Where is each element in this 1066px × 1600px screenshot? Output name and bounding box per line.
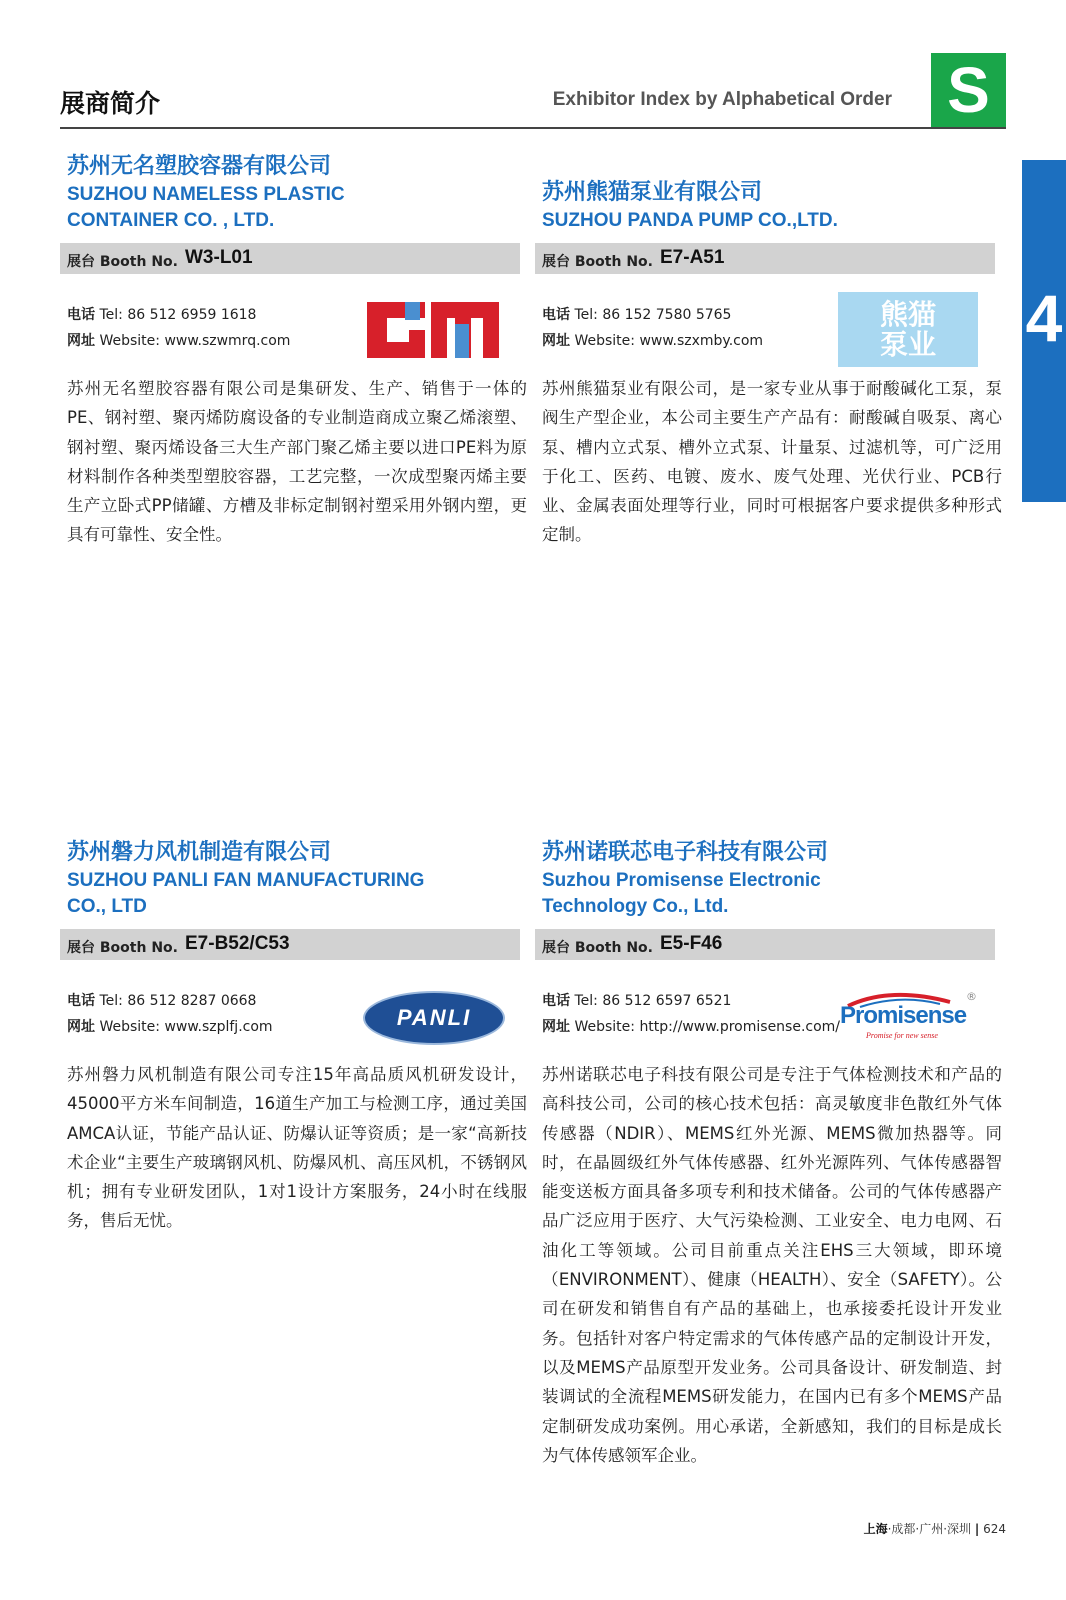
website-link[interactable]: www.szwmrq.com: [164, 333, 291, 349]
footer-separator: |: [974, 1522, 980, 1536]
website-line: 网址 Website: www.szplfj.com: [67, 1019, 273, 1035]
booth-bar: [535, 243, 995, 274]
website-line: 网址 Website: http://www.promisense.com/: [542, 1019, 841, 1035]
phone-number: 86 512 8287 0668: [127, 993, 257, 1009]
contact-info: [67, 302, 290, 354]
booth-number: W3-L01: [185, 247, 253, 268]
contact-info: [67, 988, 273, 1040]
section-number: 4: [1025, 281, 1063, 355]
company-name-cn: 苏州熊猫泵业有限公司: [542, 180, 763, 205]
phone-line: 电话 Tel: 86 152 7580 5765: [542, 307, 732, 323]
company-name-en: Technology Co., Ltd.: [542, 896, 729, 917]
logo-text: 熊猫: [879, 298, 936, 331]
booth-number: E7-B52/C53: [185, 933, 290, 954]
exhibitor-entry: [67, 152, 527, 552]
company-logo: [838, 292, 978, 367]
company-name-cn: 苏州无名塑胶容器有限公司: [67, 154, 332, 179]
phone-line: 电话 Tel: 86 512 6597 6521: [542, 993, 732, 1009]
booth-number: E7-A51: [660, 247, 725, 268]
website-line: 网址 Website: www.szwmrq.com: [67, 333, 291, 349]
phone-number: 86 152 7580 5765: [602, 307, 732, 323]
page-title: 展商简介: [60, 89, 161, 118]
company-name-cn: 苏州诺联芯电子科技有限公司: [542, 840, 829, 865]
company-logo: [840, 990, 978, 1042]
footer-city-main: 上海: [863, 1522, 888, 1536]
logo-tagline: Promise for new sense: [866, 1031, 938, 1040]
booth-bar: [60, 929, 520, 960]
website-link[interactable]: http://www.promisense.com/: [639, 1019, 841, 1035]
page-footer: [864, 1520, 1006, 1537]
booth-label: 展台 Booth No.: [67, 940, 178, 956]
booth-label: 展台 Booth No.: [542, 940, 653, 956]
website-line: 网址 Website: www.szxmby.com: [542, 333, 764, 349]
contact-info: [542, 988, 840, 1040]
company-logo: [367, 302, 499, 358]
index-title: Exhibitor Index by Alphabetical Order: [552, 89, 892, 110]
exhibitor-entry: [542, 838, 1002, 1498]
logo-text: Promisense: [840, 1002, 967, 1029]
booth-number: E5-F46: [660, 933, 723, 954]
contact-info: [542, 302, 763, 354]
booth-bar: [535, 929, 995, 960]
logo-text: PANLI: [396, 1005, 472, 1030]
company-name-en: SUZHOU NAMELESS PLASTIC: [67, 184, 345, 205]
website-link[interactable]: www.szplfj.com: [164, 1019, 273, 1035]
company-name-cn: 苏州磐力风机制造有限公司: [67, 840, 332, 865]
phone-number: 86 512 6959 1618: [127, 307, 257, 323]
company-name-en: CO., LTD: [67, 896, 147, 917]
phone-line: 电话 Tel: 86 512 6959 1618: [67, 307, 257, 323]
company-name-en: CONTAINER CO. , LTD.: [67, 210, 275, 231]
phone-line: 电话 Tel: 86 512 8287 0668: [67, 993, 257, 1009]
footer-cities: ·成都·广州·深圳: [887, 1522, 972, 1536]
section-side-tab: [1022, 160, 1066, 502]
booth-bar: [60, 243, 520, 274]
exhibitor-entry: [67, 838, 527, 1238]
phone-number: 86 512 6597 6521: [602, 993, 732, 1009]
website-link[interactable]: www.szxmby.com: [639, 333, 764, 349]
letter-badge: S: [931, 53, 1006, 128]
booth-label: 展台 Booth No.: [67, 254, 178, 270]
company-description: 苏州熊猫泵业有限公司，是一家专业从事于耐酸碱化工泵，泵阀生产型企业，本公司主要生产产品有：耐酸碱自吸泵、离心泵、槽内立式泵、槽外立式泵、计量泵、过滤机等，可广泛用于化工、医药、电镀、废水、废气处理、光伏行业、PCB行业、金属表面处理等行业，同时可根据客户要求提供多种形式定制。: [542, 379, 1002, 545]
company-description: 苏州磐力风机制造有限公司专注15年高品质风机研发设计，45000平方米车间制造，16道生产加工与检测工序，通过美国AMCA认证，节能产品认证、防爆认证等资质；是一家“高新技术企业“主要生产玻璃钢风机、防爆风机、高压风机，不锈钢风机；拥有专业研发团队，1对1设计方案服务，24小时在线服务，售后无忧。: [67, 1065, 527, 1231]
company-description: 苏州诺联芯电子科技有限公司是专注于气体检测技术和产品的高科技公司，公司的核心技术包括：高灵敏度非色散红外气体传感器（NDIR）、MEMS红外光源、MEMS微加热器等。同时，在晶圆级红外气体传感器、红外光源阵列、气体传感器智能变送板方面具备多项专利和技术储备。公司的气体传感器产品广泛应用于医疗、大气污染检测、工业安全、电力电网、石油化工等领域。公司目前重点关注EHS三大领域，即环境（ENVIRONMENT）、健康（HEALTH）、安全（SAFETY）。公司在研发和销售自有产品的基础上，也承接委托设计开发业务。包括针对客户特定需求的气体传感产品的定制设计开发，以及MEMS产品原型开发业务。公司具备设计、研发制造、封装调试的全流程MEMS研发能力，在国内已有多个MEMS产品定制研发成功案例。用心承诺，全新感知，我们的目标是成长为气体传感领军企业。: [542, 1065, 1002, 1465]
company-name-en: Suzhou Promisense Electronic: [542, 870, 821, 891]
logo-text: 泵业: [879, 328, 936, 361]
company-name-en: SUZHOU PANLI FAN MANUFACTURING: [67, 870, 425, 891]
page-number: 624: [983, 1522, 1006, 1536]
company-name-en: SUZHOU PANDA PUMP CO.,LTD.: [542, 210, 838, 231]
company-logo: [363, 991, 505, 1045]
company-description: 苏州无名塑胶容器有限公司是集研发、生产、销售于一体的PE、钢衬塑、聚丙烯防腐设备的专业制造商成立聚乙烯滚塑、钢衬塑、聚丙烯设备三大生产部门聚乙烯主要以进口PE料为原材料制作各种类型塑胶容器，工艺完整，一次成型聚丙烯主要生产立卧式PP储罐、方槽及非标定制钢衬塑采用外钢内塑，更具有可靠性、安全性。: [67, 379, 527, 545]
booth-label: 展台 Booth No.: [542, 254, 653, 270]
registered-mark: ®: [966, 990, 977, 1003]
exhibitor-entry: [542, 178, 1002, 558]
header-divider: [60, 127, 1006, 129]
